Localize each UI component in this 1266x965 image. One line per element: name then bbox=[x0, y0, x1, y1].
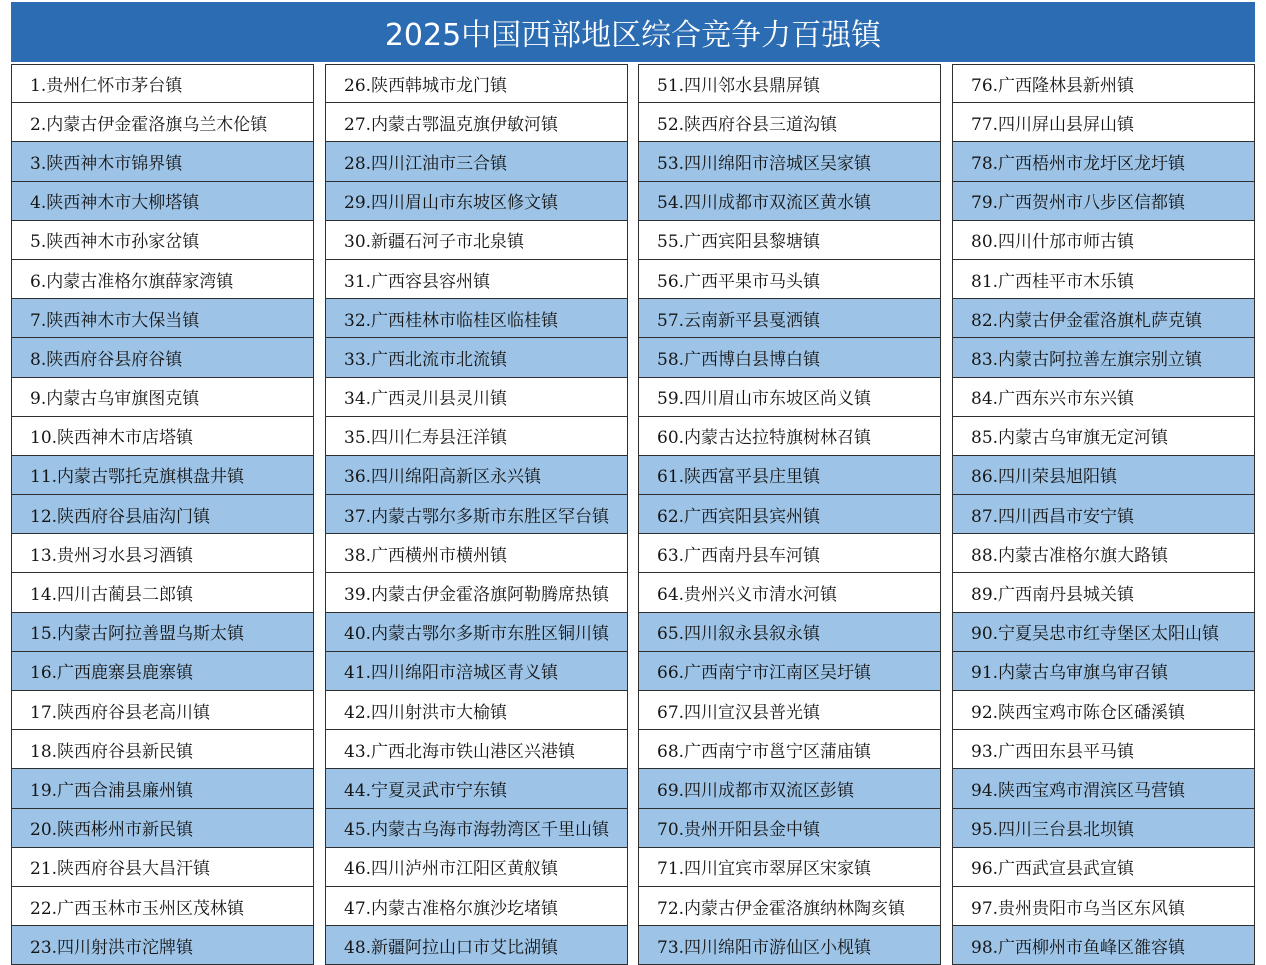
town-cell: 89.广西南丹县城关镇 bbox=[952, 573, 1255, 612]
town-cell: 12.陕西府谷县庙沟门镇 bbox=[11, 495, 314, 534]
town-cell: 97.贵州贵阳市乌当区东风镇 bbox=[952, 887, 1255, 926]
town-cell: 57.云南新平县戛洒镇 bbox=[638, 299, 941, 338]
town-cell: 86.四川荣县旭阳镇 bbox=[952, 456, 1255, 495]
town-cell: 98.广西柳州市鱼峰区雒容镇 bbox=[952, 926, 1255, 965]
town-cell: 55.广西宾阳县黎塘镇 bbox=[638, 221, 941, 260]
town-cell: 37.内蒙古鄂尔多斯市东胜区罕台镇 bbox=[325, 495, 628, 534]
town-cell: 36.四川绵阳高新区永兴镇 bbox=[325, 456, 628, 495]
town-cell: 21.陕西府谷县大昌汗镇 bbox=[11, 848, 314, 887]
town-cell: 88.内蒙古准格尔旗大路镇 bbox=[952, 534, 1255, 573]
ranking-column-4 bbox=[952, 64, 1255, 965]
town-cell: 71.四川宜宾市翠屏区宋家镇 bbox=[638, 848, 941, 887]
town-cell: 26.陕西韩城市龙门镇 bbox=[325, 64, 628, 103]
town-cell: 6.内蒙古准格尔旗薛家湾镇 bbox=[11, 260, 314, 299]
town-cell: 73.四川绵阳市游仙区小枧镇 bbox=[638, 926, 941, 965]
town-cell: 85.内蒙古乌审旗无定河镇 bbox=[952, 417, 1255, 456]
town-cell: 81.广西桂平市木乐镇 bbox=[952, 260, 1255, 299]
town-cell: 48.新疆阿拉山口市艾比湖镇 bbox=[325, 926, 628, 965]
town-cell: 58.广西博白县博白镇 bbox=[638, 338, 941, 377]
town-cell: 92.陕西宝鸡市陈仓区磻溪镇 bbox=[952, 691, 1255, 730]
town-cell: 46.四川泸州市江阳区黄舣镇 bbox=[325, 848, 628, 887]
town-cell: 96.广西武宣县武宣镇 bbox=[952, 848, 1255, 887]
town-cell: 87.四川西昌市安宁镇 bbox=[952, 495, 1255, 534]
town-cell: 4.陕西神木市大柳塔镇 bbox=[11, 182, 314, 221]
town-cell: 53.四川绵阳市涪城区吴家镇 bbox=[638, 142, 941, 181]
town-cell: 95.四川三台县北坝镇 bbox=[952, 809, 1255, 848]
town-cell: 62.广西宾阳县宾州镇 bbox=[638, 495, 941, 534]
town-cell: 94.陕西宝鸡市渭滨区马营镇 bbox=[952, 769, 1255, 808]
town-cell: 18.陕西府谷县新民镇 bbox=[11, 730, 314, 769]
town-cell: 45.内蒙古乌海市海勃湾区千里山镇 bbox=[325, 809, 628, 848]
town-cell: 44.宁夏灵武市宁东镇 bbox=[325, 769, 628, 808]
town-cell: 5.陕西神木市孙家岔镇 bbox=[11, 221, 314, 260]
town-cell: 7.陕西神木市大保当镇 bbox=[11, 299, 314, 338]
town-cell: 61.陕西富平县庄里镇 bbox=[638, 456, 941, 495]
town-cell: 10.陕西神木市店塔镇 bbox=[11, 417, 314, 456]
town-cell: 33.广西北流市北流镇 bbox=[325, 338, 628, 377]
town-cell: 69.四川成都市双流区彭镇 bbox=[638, 769, 941, 808]
town-cell: 64.贵州兴义市清水河镇 bbox=[638, 573, 941, 612]
town-cell: 56.广西平果市马头镇 bbox=[638, 260, 941, 299]
town-cell: 32.广西桂林市临桂区临桂镇 bbox=[325, 299, 628, 338]
town-cell: 70.贵州开阳县金中镇 bbox=[638, 809, 941, 848]
ranking-column-2 bbox=[325, 64, 628, 965]
town-cell: 11.内蒙古鄂托克旗棋盘井镇 bbox=[11, 456, 314, 495]
town-cell: 34.广西灵川县灵川镇 bbox=[325, 378, 628, 417]
town-cell: 76.广西隆林县新州镇 bbox=[952, 64, 1255, 103]
town-cell: 63.广西南丹县车河镇 bbox=[638, 534, 941, 573]
town-cell: 8.陕西府谷县府谷镇 bbox=[11, 338, 314, 377]
town-cell: 17.陕西府谷县老高川镇 bbox=[11, 691, 314, 730]
town-cell: 20.陕西彬州市新民镇 bbox=[11, 809, 314, 848]
town-cell: 42.四川射洪市大榆镇 bbox=[325, 691, 628, 730]
town-cell: 82.内蒙古伊金霍洛旗札萨克镇 bbox=[952, 299, 1255, 338]
town-cell: 9.内蒙古乌审旗图克镇 bbox=[11, 378, 314, 417]
town-cell: 72.内蒙古伊金霍洛旗纳林陶亥镇 bbox=[638, 887, 941, 926]
town-cell: 78.广西梧州市龙圩区龙圩镇 bbox=[952, 142, 1255, 181]
town-cell: 27.内蒙古鄂温克旗伊敏河镇 bbox=[325, 103, 628, 142]
town-cell: 68.广西南宁市邕宁区蒲庙镇 bbox=[638, 730, 941, 769]
town-cell: 67.四川宣汉县普光镇 bbox=[638, 691, 941, 730]
town-cell: 29.四川眉山市东坡区修文镇 bbox=[325, 182, 628, 221]
town-cell: 15.内蒙古阿拉善盟乌斯太镇 bbox=[11, 613, 314, 652]
town-cell: 1.贵州仁怀市茅台镇 bbox=[11, 64, 314, 103]
town-cell: 60.内蒙古达拉特旗树林召镇 bbox=[638, 417, 941, 456]
town-cell: 91.内蒙古乌审旗乌审召镇 bbox=[952, 652, 1255, 691]
town-cell: 47.内蒙古准格尔旗沙圪堵镇 bbox=[325, 887, 628, 926]
town-cell: 40.内蒙古鄂尔多斯市东胜区铜川镇 bbox=[325, 613, 628, 652]
town-cell: 13.贵州习水县习酒镇 bbox=[11, 534, 314, 573]
town-cell: 77.四川屏山县屏山镇 bbox=[952, 103, 1255, 142]
town-cell: 22.广西玉林市玉州区茂林镇 bbox=[11, 887, 314, 926]
town-cell: 84.广西东兴市东兴镇 bbox=[952, 378, 1255, 417]
town-cell: 16.广西鹿寨县鹿寨镇 bbox=[11, 652, 314, 691]
town-cell: 28.四川江油市三合镇 bbox=[325, 142, 628, 181]
town-cell: 35.四川仁寿县汪洋镇 bbox=[325, 417, 628, 456]
ranking-column-3 bbox=[638, 64, 941, 965]
town-cell: 41.四川绵阳市涪城区青义镇 bbox=[325, 652, 628, 691]
town-cell: 79.广西贺州市八步区信都镇 bbox=[952, 182, 1255, 221]
page-title: 2025中国西部地区综合竞争力百强镇 bbox=[11, 2, 1255, 62]
town-cell: 39.内蒙古伊金霍洛旗阿勒腾席热镇 bbox=[325, 573, 628, 612]
town-cell: 80.四川什邡市师古镇 bbox=[952, 221, 1255, 260]
town-cell: 66.广西南宁市江南区吴圩镇 bbox=[638, 652, 941, 691]
town-cell: 52.陕西府谷县三道沟镇 bbox=[638, 103, 941, 142]
town-cell: 54.四川成都市双流区黄水镇 bbox=[638, 182, 941, 221]
town-cell: 43.广西北海市铁山港区兴港镇 bbox=[325, 730, 628, 769]
town-cell: 23.四川射洪市沱牌镇 bbox=[11, 926, 314, 965]
town-cell: 51.四川邻水县鼎屏镇 bbox=[638, 64, 941, 103]
ranking-column-1 bbox=[11, 64, 314, 965]
town-cell: 3.陕西神木市锦界镇 bbox=[11, 142, 314, 181]
town-cell: 19.广西合浦县廉州镇 bbox=[11, 769, 314, 808]
town-cell: 65.四川叙永县叙永镇 bbox=[638, 613, 941, 652]
town-cell: 38.广西横州市横州镇 bbox=[325, 534, 628, 573]
town-cell: 90.宁夏吴忠市红寺堡区太阳山镇 bbox=[952, 613, 1255, 652]
town-cell: 2.内蒙古伊金霍洛旗乌兰木伦镇 bbox=[11, 103, 314, 142]
town-cell: 14.四川古蔺县二郎镇 bbox=[11, 573, 314, 612]
town-cell: 83.内蒙古阿拉善左旗宗别立镇 bbox=[952, 338, 1255, 377]
town-cell: 59.四川眉山市东坡区尚义镇 bbox=[638, 378, 941, 417]
town-cell: 30.新疆石河子市北泉镇 bbox=[325, 221, 628, 260]
town-cell: 93.广西田东县平马镇 bbox=[952, 730, 1255, 769]
town-cell: 31.广西容县容州镇 bbox=[325, 260, 628, 299]
